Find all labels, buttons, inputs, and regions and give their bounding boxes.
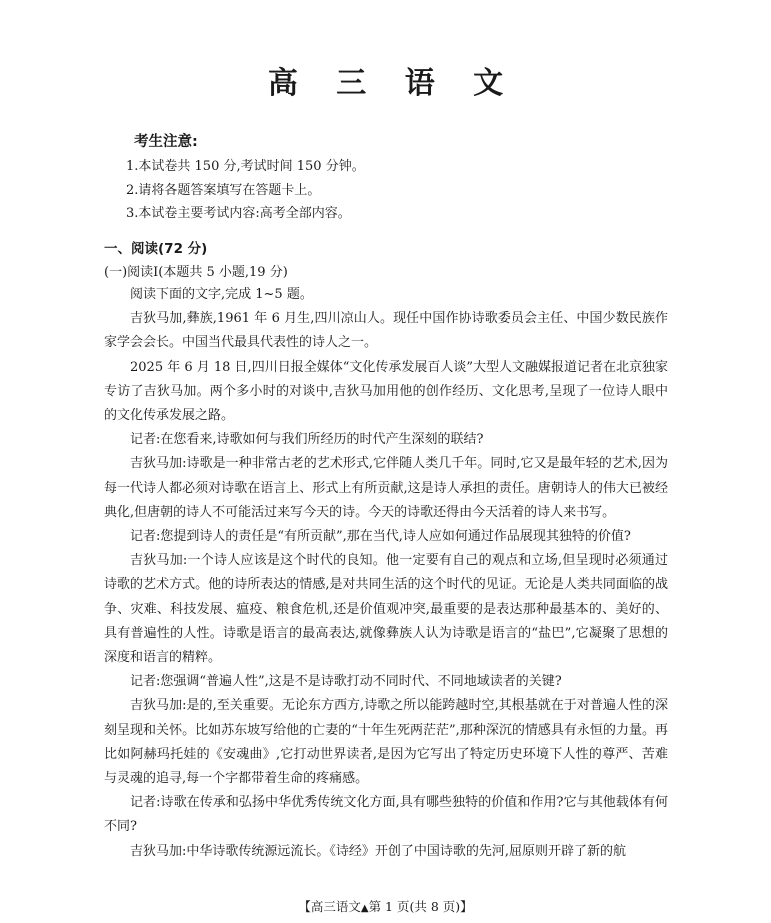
notice-item: 3.本试卷主要考试内容:高考全部内容。 <box>126 206 351 221</box>
section-heading: 一、阅读(72 分) <box>104 241 208 257</box>
passage-paragraph: 吉狄马加,彝族,1961 年 6 月生,四川凉山人。现任中国作协诗歌委员会主任、中国少数民族作家学会会长。中国当代最具代表性的诗人之一。 <box>104 311 668 351</box>
interview-answer: 吉狄马加:中华诗歌传统源远流长。《诗经》开创了中国诗歌的先河,屈原则开辟了新的航 <box>130 843 627 859</box>
triangle-icon: ▲ <box>360 903 369 914</box>
notice-item: 2.请将各题答案填写在答题卡上。 <box>126 182 321 198</box>
notice-item: 1.本试卷共 150 分,考试时间 150 分钟。 <box>126 159 365 174</box>
interview-question: 记者:您强调“普遍人性”,这是不是诗歌打动不同时代、不同地域读者的关键? <box>130 674 562 690</box>
section-subheading: (一)阅读Ⅰ(本题共 5 小题,19 分) <box>104 265 288 280</box>
footer-subject: 高三语文 <box>310 899 361 914</box>
reading-passage <box>104 283 668 864</box>
page-footer <box>0 897 771 915</box>
footer-bracket-right: 】 <box>460 899 473 914</box>
page-title: 高 三 语 文 <box>267 66 518 101</box>
notice-title: 考生注意: <box>134 134 198 150</box>
interview-answer: 吉狄马加:是的,至关重要。无论东方西方,诗歌之所以能跨越时空,其根基就在于对普遍人性的深刻呈现和关怀。比如苏东坡写给他的亡妻的“十年生死两茫茫”,那种深沉的情感具有永恒的力量。再比如阿赫玛托娃的《安魂曲》,它打动世界读者,是因为它写出了特定历史环境下人性的尊严、苦难与灵魂的追寻,每一个字都带着生命的疼痛感。 <box>104 698 668 787</box>
exam-notice <box>126 130 365 226</box>
instruction-paragraph: 阅读下面的文字,完成 1~5 题。 <box>130 287 313 302</box>
page-number: 第 1 页(共 8 页) <box>368 899 461 914</box>
passage-paragraph: 2025 年 6 月 18 日,四川日报全媒体“文化传承发展百人谈”大型人文融媒报道记者在北京独家专访了吉狄马加。两个多小时的对谈中,吉狄马加用他的创作经历、文化思考,呈现了一位诗人眼中的文化传承发展之路。 <box>104 359 668 424</box>
interview-question: 记者:您提到诗人的责任是“有所贡献”,那在当代,诗人应如何通过作品展现其独特的价值? <box>130 529 631 545</box>
footer-bracket-left: 【 <box>298 899 311 914</box>
interview-question: 记者:在您看来,诗歌如何与我们所经历的时代产生深刻的联结? <box>130 432 484 448</box>
interview-answer: 吉狄马加:诗歌是一种非常古老的艺术形式,它伴随人类几千年。同时,它又是最年轻的艺术,因为每一代诗人都必须对诗歌在语言上、形式上有所贡献,这是诗人承担的责任。唐朝诗人的伟大已被经典化,但唐朝的诗人不可能活过来写今天的诗。今天的诗歌还得由今天活着的诗人来书写。 <box>104 456 668 520</box>
interview-answer: 吉狄马加:一个诗人应该是这个时代的良知。他一定要有自己的观点和立场,但呈现时必须通过诗歌的艺术方式。他的诗所表达的情感,是对共同生活的这个时代的见证。无论是人类共同面临的战争、灾难、科技发展、瘟疫、粮食危机,还是价值观冲突,最重要的是表达那种最基本的、美好的、具有普遍性的人性。诗歌是语言的最高表达,就像彝族人认为诗歌是语言的“盐巴”,它凝聚了思想的深度和语言的精粹。 <box>104 553 668 666</box>
interview-question: 记者:诗歌在传承和弘扬中华优秀传统文化方面,具有哪些独特的价值和作用?它与其他载体有何不同? <box>104 795 668 835</box>
